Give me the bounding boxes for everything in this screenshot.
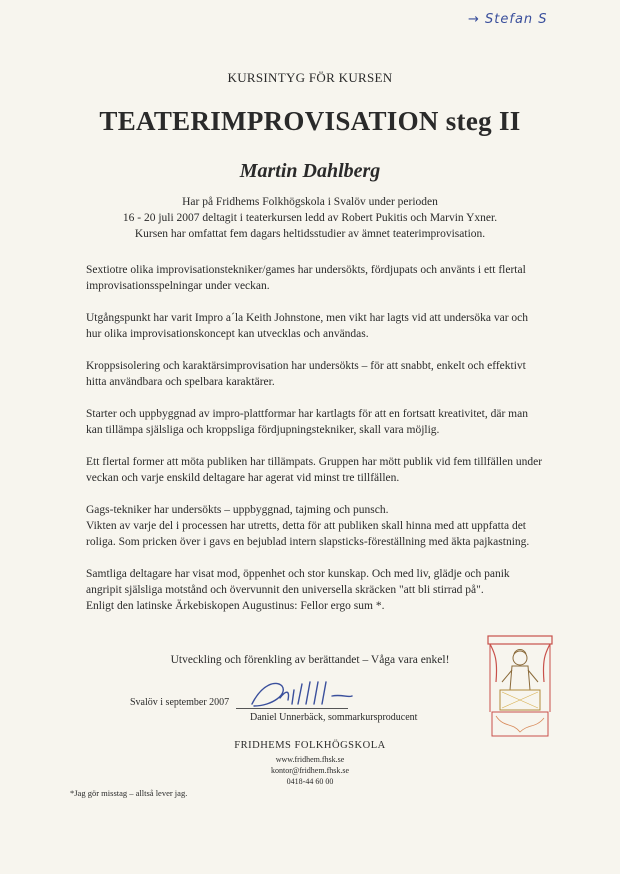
signature-line xyxy=(236,708,348,709)
signature-place-date: Svalöv i september 2007 xyxy=(130,697,230,708)
paragraph: Gags-tekniker har undersökts – uppbyggnad, tajming och punsch. xyxy=(86,504,389,516)
school-phone: 0418-44 60 00 xyxy=(286,777,334,786)
handwritten-note: → Stefan S xyxy=(468,12,548,27)
school-info xyxy=(0,740,620,787)
course-description xyxy=(86,262,546,630)
intro-line: 16 - 20 juli 2007 deltagit i teaterkursen ledd av Robert Pukitis och Marvin Yxner. xyxy=(122,212,498,224)
paragraph: Vikten av varje del i processen har utretts, detta för att publiken skall hinna med att uppfatta det roliga. Som pricken över i gavs en bejublad intern slapsticks-föreställning med äkta pajkastning. xyxy=(86,520,530,548)
paragraph: Sextiotre olika improvisationstekniker/games har undersökts, fördjupats och använts i ett flertal improvisationsspelningar under veckan. xyxy=(86,264,526,292)
school-web: www.fridhem.fhsk.se xyxy=(275,755,345,764)
footnote: *Jag gör misstag – alltså lever jag. xyxy=(70,788,188,798)
motto: Utveckling och förenkling av berättandet – Våga vara enkel! xyxy=(170,654,450,666)
paragraph: Starter och uppbyggnad av impro-plattformar har kartlagts för att en fortsatt kreativitet, där man kan tillämpa själsliga och kroppsliga fördjupningstekniker, skall vara möjlig. xyxy=(86,408,528,436)
course-title: TEATERIMPROVISATION steg II xyxy=(99,106,521,136)
school-email: kontor@fridhem.fhsk.se xyxy=(270,766,350,775)
intro-line: Har på Fridhems Folkhögskola i Svalöv under perioden xyxy=(182,196,438,208)
student-name: Martin Dahlberg xyxy=(239,160,381,182)
theater-stage-drawing xyxy=(484,632,556,744)
handwritten-signature xyxy=(232,676,362,710)
intro-line: Kursen har omfattat fem dagars heltidsstudier av ämnet teaterimprovisation. xyxy=(134,228,486,240)
paragraph: Samtliga deltagare har visat mod, öppenhet och stor kunskap. Och med liv, glädje och panik angripit själsliga motstånd och övervunnit den universella skräcken "att bli stirrad på". xyxy=(86,568,510,596)
paragraph: Utgångspunkt har varit Impro a´la Keith Johnstone, men vikt har lagts vid att undersöka var och hur olika improvisationskoncept kan utvecklas och användas. xyxy=(86,312,529,340)
intro-block xyxy=(0,194,620,242)
paragraph: Kroppsisolering och karaktärsimprovisation har undersökts – för att snabbt, enkelt och effektivt hitta användbara och spelbara karaktärer. xyxy=(86,360,526,388)
paragraph: Ett flertal former att möta publiken har tillämpats. Gruppen har mött publik vid fem tillfällen under veckan och varje enskild deltagare har agerat vid minst tre tillfällen. xyxy=(86,456,543,484)
certificate-subtitle: KURSINTYG FÖR KURSEN xyxy=(227,70,393,85)
school-name: FRIDHEMS FOLKHÖGSKOLA xyxy=(234,740,386,751)
signer-name: Daniel Unnerbäck, sommarkursproducent xyxy=(250,712,418,723)
paragraph: Enligt den latinske Ärkebiskopen Augustinus: Fellor ergo sum *. xyxy=(86,600,385,612)
